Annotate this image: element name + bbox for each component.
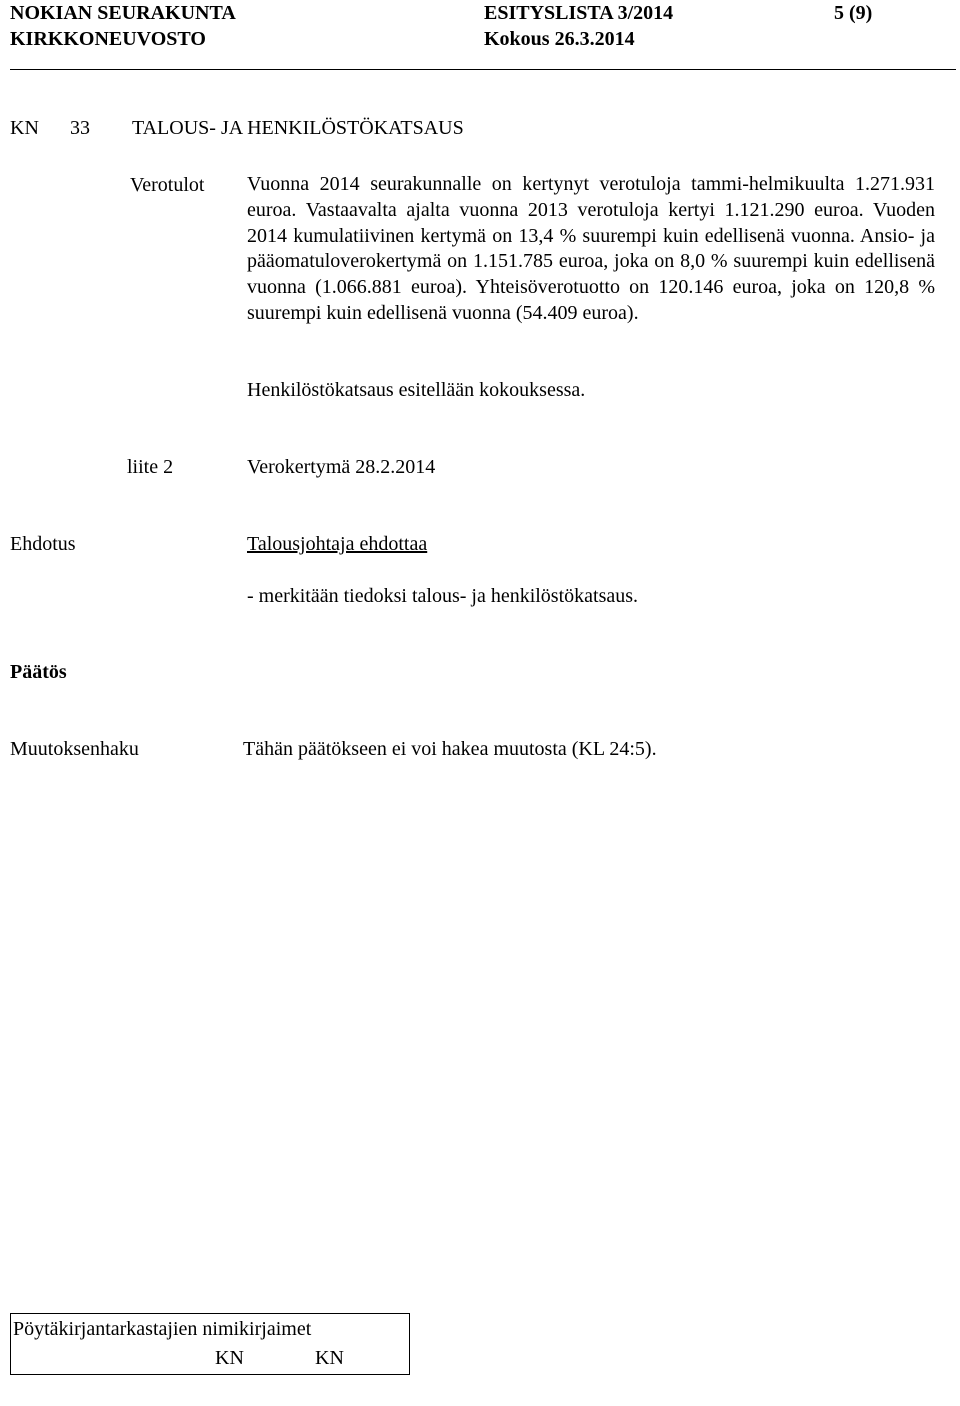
meeting-date: Kokous 26.3.2014 bbox=[484, 28, 635, 50]
attachment-title: Verokertymä 28.2.2014 bbox=[247, 456, 436, 478]
initials-2: KN bbox=[315, 1347, 344, 1369]
muutoksenhaku-label: Muutoksenhaku bbox=[10, 738, 139, 760]
section-prefix: KN bbox=[10, 117, 39, 139]
muutoksenhaku-text: Tähän päätökseen ei voi hakea muutosta (KL 24:5). bbox=[243, 738, 657, 760]
section-title: TALOUS- JA HENKILÖSTÖKATSAUS bbox=[132, 117, 464, 139]
org-name: NOKIAN SEURAKUNTA bbox=[10, 2, 236, 24]
agenda-number: ESITYSLISTA 3/2014 bbox=[484, 2, 674, 24]
proposal-item: - merkitään tiedoksi talous- ja henkilöstökatsaus. bbox=[247, 585, 639, 607]
proposer: Talousjohtaja ehdottaa bbox=[247, 533, 428, 555]
signature-box bbox=[10, 1313, 410, 1375]
section-number: 33 bbox=[70, 117, 90, 139]
verotulot-paragraph: Vuonna 2014 seurakunnalle on kertynyt verotuloja tammi-helmikuulta 1.271.931 euroa. Vastaavalta ajalta vuonna 2013 verotuloja kertyi 1.121.290 euroa. Vuoden 2014 kumulatiivinen kertymä on 13,4 % suurempi kuin edellisenä vuonna. Ansio- ja pääomatuloverokertymä on 1.151.785 euroa, joka on 8,0 % suurempi kuin edellisenä vuonna (1.066.881 euroa). Yhteisöverotuotto on 120.146 euroa, joka on 120,8 % suurempi kuin edellisenä vuonna (54.409 euroa). bbox=[247, 173, 935, 324]
verotulot-label: Verotulot bbox=[130, 174, 205, 196]
ehdotus-label: Ehdotus bbox=[10, 533, 76, 555]
attachment-label: liite 2 bbox=[127, 456, 174, 478]
henkilosto-note: Henkilöstökatsaus esitellään kokouksessa. bbox=[247, 379, 586, 401]
council-name: KIRKKONEUVOSTO bbox=[10, 28, 206, 50]
page-number: 5 (9) bbox=[834, 2, 873, 24]
signature-box-title: Pöytäkirjantarkastajien nimikirjaimet bbox=[13, 1318, 312, 1340]
initials-1: KN bbox=[215, 1347, 244, 1369]
paatos-label: Päätös bbox=[10, 661, 67, 683]
header-divider bbox=[10, 69, 956, 70]
